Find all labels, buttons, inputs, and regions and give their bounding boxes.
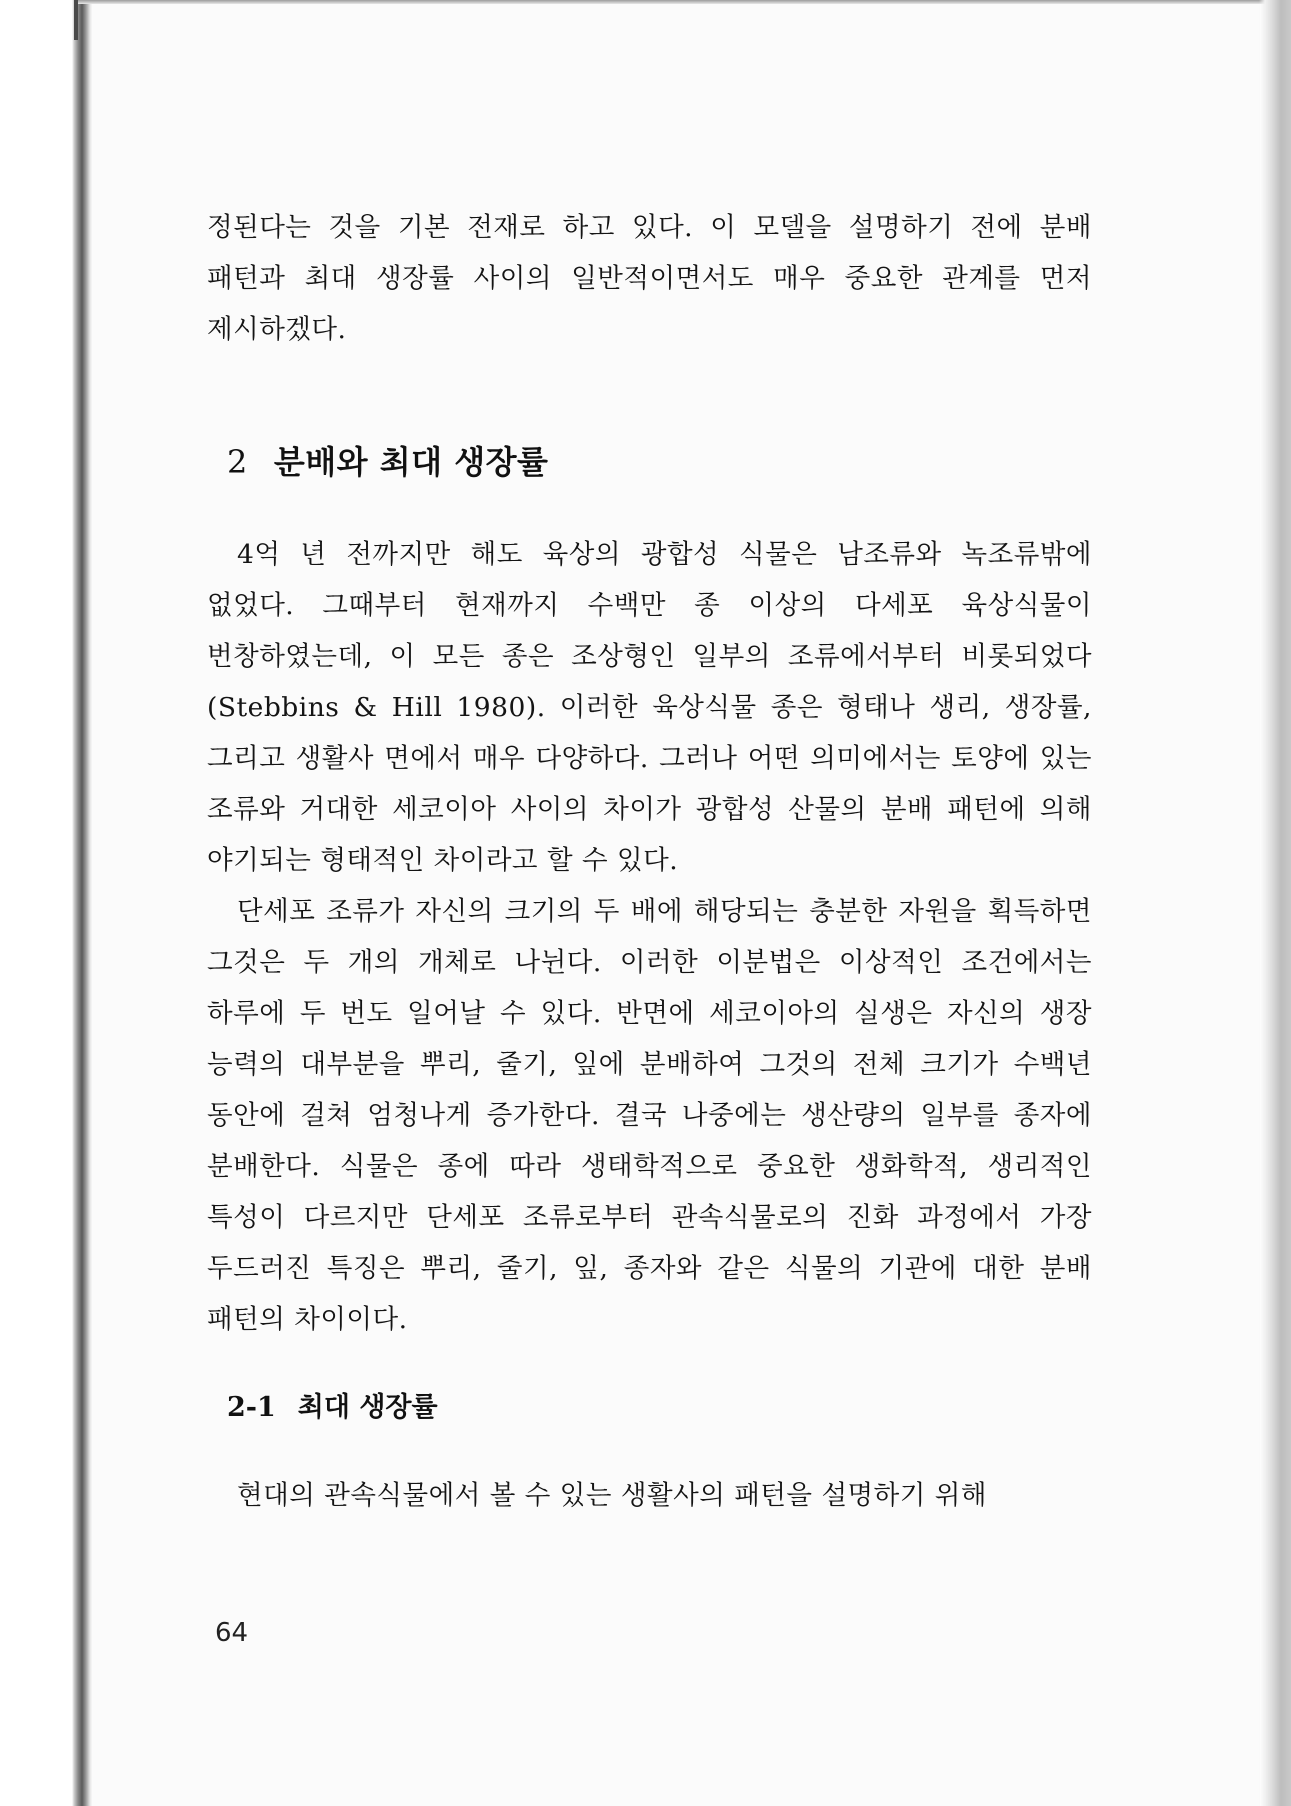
section-paragraph-2: 단세포 조류가 자신의 크기의 두 배에 해당되는 충분한 자원을 획득하면 그것은 두 개의 개체로 나뉜다. 이러한 이분법은 이상적인 조건에서는 하루에 두 번도 일어날 수 있다. 반면에 세코이아의 실생은 자신의 생장 능력의 대부분을 뿌리, 줄기, 잎에 분배하여 그것의 전체 크기가 수백년 동안에 걸쳐 엄청나게 증가한다. 결국 나중에는 생산량의 일부를 종자에 분배한다. 식물은 종에 따라 생태학적으로 중요한 생화학적, 생리적인 특성이 다르지만 단세포 조류로부터 관속식물로의 진화 과정에서 가장 두드러진 특징은 뿌리, 줄기, 잎, 종자와 같은 식물의 기관에 대한 분배 패턴의 차이이다. xyxy=(207,896,1092,1335)
subsection-heading xyxy=(227,1385,1092,1424)
page-number: 64 xyxy=(215,1618,249,1648)
section-number: 2 xyxy=(227,443,248,481)
book-binding-edge xyxy=(0,0,92,1806)
page-sheet xyxy=(92,4,1260,1806)
subsection-title: 최대 생장률 xyxy=(297,1392,438,1423)
subsection-number: 2-1 xyxy=(227,1392,276,1423)
page-right-shadow xyxy=(1259,0,1291,1806)
section-paragraph-1: 4억 년 전까지만 해도 육상의 광합성 식물은 남조류와 녹조류밖에 없었다. 그때부터 현재까지 수백만 종 이상의 다세포 육상식물이 번창하였는데, 이 모든 종은 조상형인 일부의 조류에서부터 비롯되었다(Stebbins & Hill 1980). 이러한 육상식물 종은 형태나 생리, 생장률, 그리고 생활사 면에서 매우 다양하다. 그러나 어떤 의미에서는 토양에 있는 조류와 거대한 세코이아 사이의 차이가 광합성 산물의 분배 패턴에 의해 야기되는 형태적인 차이라고 할 수 있다. xyxy=(207,539,1092,876)
intro-paragraph: 정된다는 것을 기본 전재로 하고 있다. 이 모델을 설명하기 전에 분배 패턴과 최대 생장률 사이의 일반적이면서도 매우 중요한 관계를 먼저 제시하겠다. xyxy=(207,212,1092,345)
section-title: 분배와 최대 생장률 xyxy=(273,443,549,481)
subsection-paragraph: 현대의 관속식물에서 볼 수 있는 생활사의 패턴을 설명하기 위해 xyxy=(237,1480,987,1511)
page-content xyxy=(207,202,1092,1521)
section-heading xyxy=(227,437,1092,483)
